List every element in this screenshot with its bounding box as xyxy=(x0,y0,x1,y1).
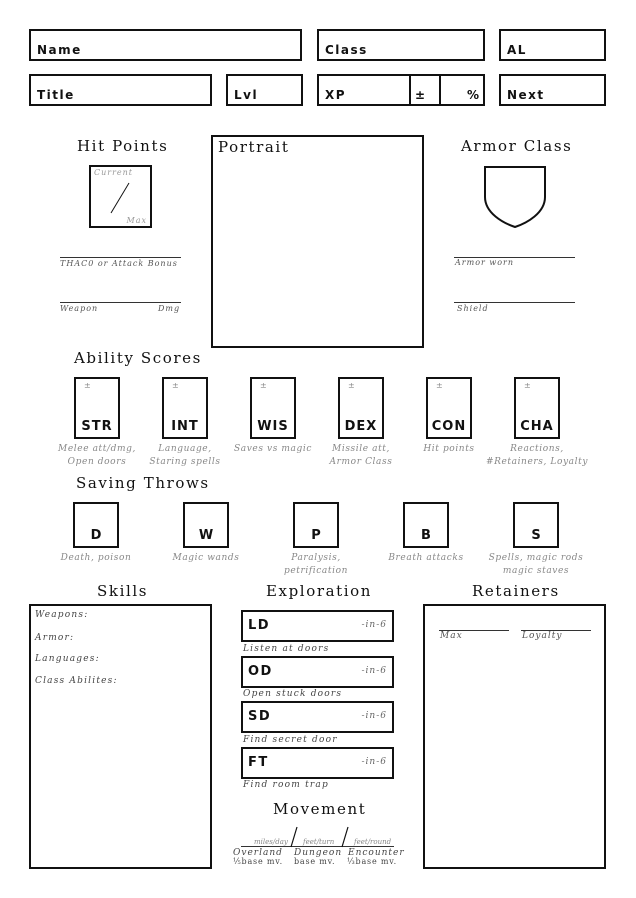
movement-label-overland: Overland xyxy=(233,848,283,858)
save-box-wands[interactable] xyxy=(183,502,229,548)
alignment-field[interactable] xyxy=(499,29,606,61)
xp-field[interactable] xyxy=(317,74,485,106)
movement-line[interactable] xyxy=(241,846,394,847)
movement-slash-1 xyxy=(289,826,299,848)
exploration-desc-ld: Listen at doors xyxy=(243,644,330,654)
xp-label: XP xyxy=(325,88,347,102)
retainers-loyalty-label: Loyalty xyxy=(522,631,563,641)
shield-label: Shield xyxy=(457,304,489,313)
exploration-code: FT xyxy=(248,755,269,770)
exploration-code: LD xyxy=(248,618,271,633)
ability-modifier-label: ± xyxy=(348,381,355,390)
movement-note-dungeon: base mv. xyxy=(294,857,336,866)
saving-throws-title: Saving Throws xyxy=(76,474,210,492)
exploration-rate: -in-6 xyxy=(361,711,387,721)
weapon-line[interactable] xyxy=(60,302,181,303)
retainers-max-label: Max xyxy=(440,631,463,641)
weapon-label: Weapon xyxy=(60,304,99,313)
ability-modifier-label: ± xyxy=(260,381,267,390)
save-desc-death: Death, poison xyxy=(60,553,132,563)
save-desc-breath: Breath attacks xyxy=(388,553,464,563)
class-field[interactable] xyxy=(317,29,485,61)
ability-scores-title: Ability Scores xyxy=(74,349,202,367)
movement-note-overland: ⅕base mv. xyxy=(233,857,283,866)
portrait-title: Portrait xyxy=(218,138,290,156)
ability-box-con[interactable] xyxy=(426,377,472,439)
skills-languages-label: Languages: xyxy=(35,654,100,664)
ability-box-str[interactable] xyxy=(74,377,120,439)
shield-icon[interactable] xyxy=(483,165,547,229)
exploration-title: Exploration xyxy=(266,582,373,600)
alignment-label: AL xyxy=(507,43,527,57)
title-label: Title xyxy=(37,88,75,102)
save-box-paralysis[interactable] xyxy=(293,502,339,548)
save-box-spells[interactable] xyxy=(513,502,559,548)
ability-name: STR xyxy=(81,419,113,434)
exploration-code: OD xyxy=(248,664,273,679)
ability-modifier-label: ± xyxy=(524,381,531,390)
save-name: S xyxy=(531,528,541,543)
retainers-title: Retainers xyxy=(472,582,560,600)
ability-name: CON xyxy=(431,419,467,434)
name-field[interactable] xyxy=(29,29,302,61)
xp-divider-1 xyxy=(409,76,411,104)
exploration-desc-od: Open stuck doors xyxy=(243,689,343,699)
hp-max-label: Max xyxy=(126,216,147,225)
skills-class-abilities-label: Class Abilites: xyxy=(35,676,118,686)
level-field[interactable] xyxy=(226,74,303,106)
save-name: W xyxy=(198,528,214,543)
ability-desc-cha: Reactions, #Retainers, Loyalty xyxy=(485,444,589,467)
save-box-breath[interactable] xyxy=(403,502,449,548)
next-field[interactable] xyxy=(499,74,606,106)
name-label: Name xyxy=(37,43,82,57)
movement-title: Movement xyxy=(273,800,367,818)
save-box-death[interactable] xyxy=(73,502,119,548)
exploration-rate: -in-6 xyxy=(361,666,387,676)
skills-weapons-label: Weapons: xyxy=(35,610,89,620)
ability-desc-con: Hit points xyxy=(423,444,475,454)
xp-divider-2 xyxy=(439,76,441,104)
hit-points-title: Hit Points xyxy=(77,137,169,155)
hp-divider-slash xyxy=(109,181,131,215)
class-label: Class xyxy=(325,43,368,57)
xp-bonus-label: ± xyxy=(415,88,426,102)
level-label: Lvl xyxy=(234,88,259,102)
ability-box-int[interactable] xyxy=(162,377,208,439)
movement-note-encounter: ⅓base mv. xyxy=(347,857,397,866)
exploration-desc-sd: Find secret door xyxy=(243,735,338,745)
ability-name: INT xyxy=(171,419,199,434)
shield-line[interactable] xyxy=(454,302,575,303)
movement-unit-overland: miles/day xyxy=(254,838,288,846)
exploration-rate: -in-6 xyxy=(361,620,387,630)
thac0-label: THAC0 or Attack Bonus xyxy=(60,259,178,268)
movement-slash-2 xyxy=(340,826,350,848)
hit-points-box[interactable] xyxy=(89,165,152,228)
movement-unit-encounter: feet/round xyxy=(354,838,392,846)
ability-modifier-label: ± xyxy=(84,381,91,390)
thac0-line[interactable] xyxy=(60,257,181,258)
armor-worn-label: Armor worn xyxy=(455,258,515,267)
next-label: Next xyxy=(507,88,545,102)
hp-current-label: Current xyxy=(94,168,134,177)
ability-box-wis[interactable] xyxy=(250,377,296,439)
skills-box[interactable] xyxy=(29,604,212,869)
exploration-rate: -in-6 xyxy=(361,757,387,767)
exploration-code: SD xyxy=(248,709,272,724)
ability-name: WIS xyxy=(257,419,289,434)
ability-modifier-label: ± xyxy=(172,381,179,390)
armor-class-title: Armor Class xyxy=(461,137,573,155)
exploration-box-ft[interactable] xyxy=(241,747,394,779)
exploration-box-ld[interactable] xyxy=(241,610,394,642)
movement-unit-dungeon: feet/turn xyxy=(303,838,335,846)
ability-box-dex[interactable] xyxy=(338,377,384,439)
damage-label: Dmg xyxy=(158,304,181,313)
exploration-box-od[interactable] xyxy=(241,656,394,688)
ability-box-cha[interactable] xyxy=(514,377,560,439)
xp-percent-label: % xyxy=(466,88,479,102)
save-name: B xyxy=(421,528,431,543)
ability-desc-dex: Missile att, Armor Class xyxy=(329,444,393,467)
ability-desc-int: Language, Staring spells xyxy=(149,444,221,467)
ability-name: CHA xyxy=(520,419,554,434)
save-desc-spells: Spells, magic rods magic staves xyxy=(488,553,584,576)
ability-desc-wis: Saves vs magic xyxy=(234,444,312,454)
portrait-box[interactable] xyxy=(211,135,424,348)
movement-label-encounter: Encounter xyxy=(348,848,405,858)
skills-armor-label: Armor: xyxy=(35,633,75,643)
ability-name: DEX xyxy=(344,419,378,434)
title-field[interactable] xyxy=(29,74,212,106)
ability-desc-str: Melee att/dmg, Open doors xyxy=(58,444,136,467)
save-name: D xyxy=(90,528,102,543)
retainers-box[interactable] xyxy=(423,604,606,869)
save-desc-paralysis: Paralysis, petrification xyxy=(283,553,348,576)
skills-title: Skills xyxy=(97,582,149,600)
save-desc-wands: Magic wands xyxy=(172,553,240,563)
movement-label-dungeon: Dungeon xyxy=(294,848,343,858)
exploration-box-sd[interactable] xyxy=(241,701,394,733)
ability-modifier-label: ± xyxy=(436,381,443,390)
exploration-desc-ft: Find room trap xyxy=(243,780,329,790)
save-name: P xyxy=(311,528,321,543)
